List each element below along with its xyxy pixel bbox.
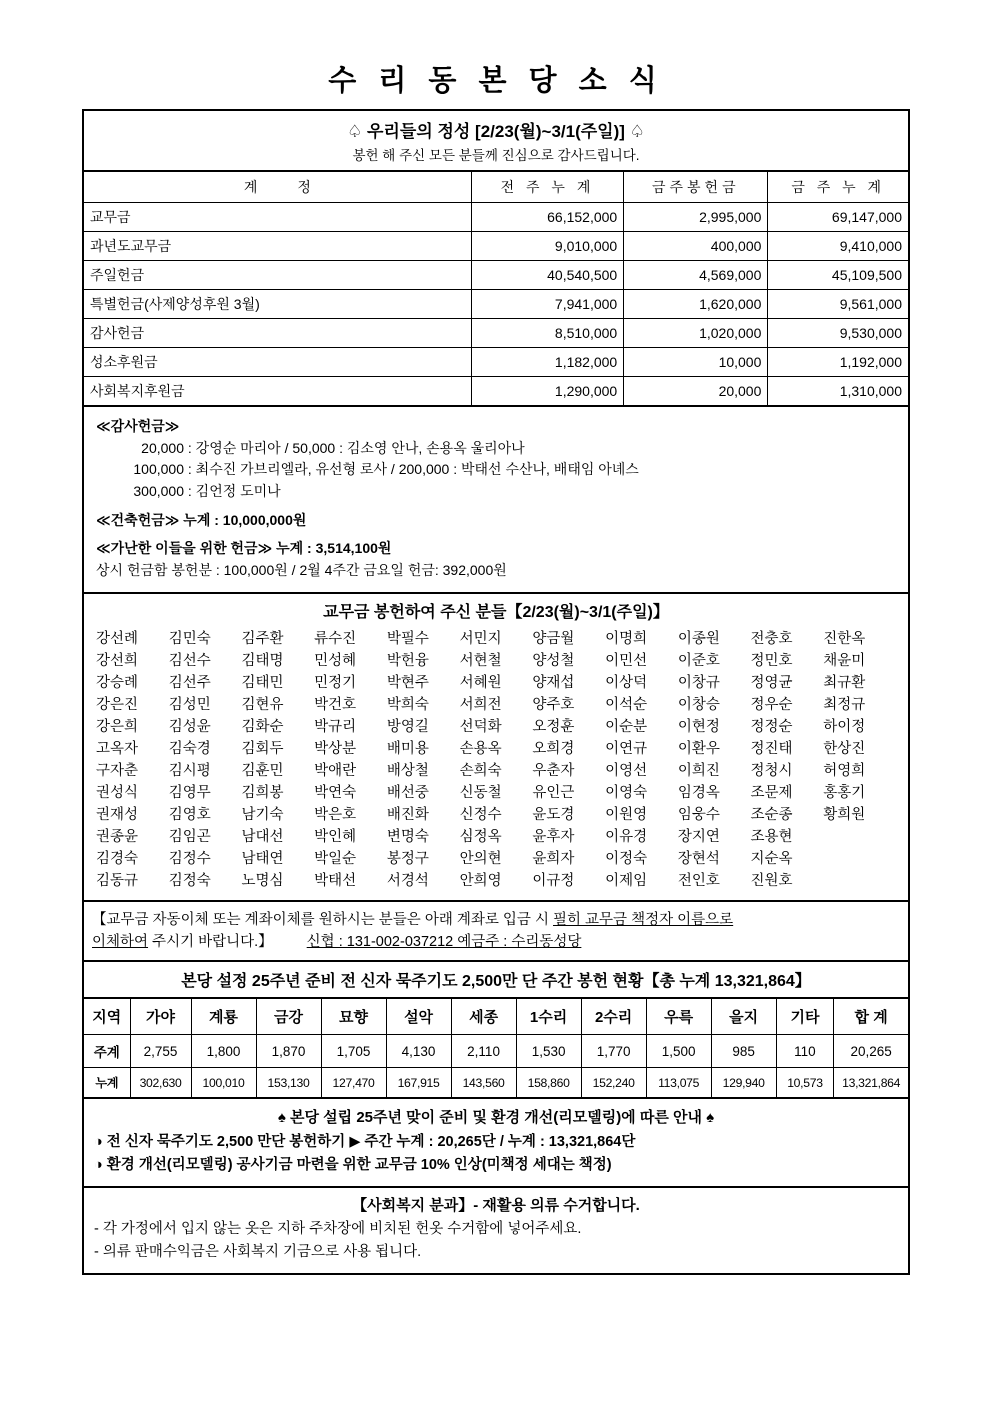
offering-prev-total: 40,540,500 — [471, 261, 623, 290]
list-item: 노명심 — [241, 873, 284, 890]
stats-cell: 가야 — [130, 999, 191, 1035]
table-row — [84, 261, 908, 290]
names-column — [605, 628, 678, 892]
table-row — [84, 319, 908, 348]
bank-notice — [84, 902, 908, 960]
list-item: 김숙경 — [168, 740, 211, 757]
list-item: 홍홍기 — [823, 785, 866, 802]
names-column — [241, 628, 314, 892]
list-item: 박연숙 — [314, 785, 357, 802]
list-item: 강은희 — [96, 718, 139, 735]
thanks-names: 강영순 마리아 / 50,000 : 김소영 안나, 손용옥 울리아나 — [195, 439, 525, 456]
bank-notice-emphasis: 필히 교무금 책정자 이름으로 — [553, 912, 734, 929]
list-item: 김주환 — [241, 630, 284, 647]
offering-total: 9,410,000 — [768, 232, 908, 261]
poor-offering-row — [96, 538, 898, 560]
stats-cell: 302,630 — [130, 1068, 191, 1098]
list-item: 이정숙 — [605, 851, 648, 868]
offering-total: 1,310,000 — [768, 377, 908, 406]
list-item: 박태선 — [314, 873, 357, 890]
stats-cell: 지역 — [84, 999, 130, 1035]
offering-name: 주일헌금 — [84, 261, 471, 290]
offering-prev-total: 7,941,000 — [471, 290, 623, 319]
thanks-detail — [84, 407, 908, 592]
anniversary-notice-section — [82, 1097, 910, 1185]
list-item: 오정훈 — [532, 718, 575, 735]
list-item: 박현주 — [386, 674, 429, 691]
prayer-stats-table-wrap — [84, 999, 908, 1097]
list-item: 김정수 — [168, 851, 211, 868]
list-item: 김희봉 — [241, 785, 284, 802]
building-offering-row — [96, 510, 898, 532]
prayer-stats-title-band — [84, 962, 908, 999]
list-item: 박필수 — [386, 630, 429, 647]
stats-cell: 2수리 — [581, 999, 646, 1035]
offerings-col-header: 금 주 누 계 — [768, 172, 908, 203]
list-item: 박건호 — [314, 696, 357, 713]
thanks-separator: : — [184, 483, 196, 500]
stats-cell: 127,470 — [321, 1068, 386, 1098]
bank-notice-text-a: 【교무금 자동이체 또는 계좌이체를 원하시는 분들은 아래 계좌로 입금 시 — [92, 912, 553, 929]
stats-cell: 주계 — [84, 1035, 130, 1068]
list-item: 정정순 — [750, 718, 793, 735]
list-item: 정진태 — [750, 740, 793, 757]
list-item: 김경숙 — [96, 851, 139, 868]
thanks-line — [96, 438, 898, 460]
list-item: 류수진 — [314, 630, 357, 647]
list-item: 조순종 — [750, 807, 793, 824]
anniversary-notice-item: ◑ 전 신자 묵주기도 2,500 만단 봉헌하기 ▶ 주간 누계 : 20,265단 / 누계 : 13,321,864단 — [94, 1133, 636, 1150]
list-item: 이영선 — [605, 763, 648, 779]
stats-cell: 1,500 — [646, 1035, 711, 1068]
stats-cell: 기타 — [776, 999, 834, 1035]
table-row — [84, 377, 908, 406]
names-column — [823, 628, 896, 892]
list-item: 양재섭 — [532, 674, 575, 691]
stats-cell: 1,770 — [581, 1035, 646, 1068]
list-item: 변명숙 — [386, 829, 429, 846]
names-column — [96, 628, 169, 892]
offerings-heading: ♤ 우리들의 정성 [2/23(월)~3/1(주일)] ♤ — [347, 122, 645, 141]
bank-notice-section — [82, 900, 910, 960]
stats-cell: 1,705 — [321, 1035, 386, 1068]
names-column — [387, 628, 460, 892]
welfare-notice-title: 【사회복지 분과】- 재활용 의류 수거합니다. — [352, 1196, 640, 1214]
list-item: 서현철 — [459, 652, 502, 669]
list-item: 김영무 — [168, 785, 211, 802]
stats-cell: 4,130 — [386, 1035, 451, 1068]
offering-name: 과년도교무금 — [84, 232, 471, 261]
list-item: 장지연 — [677, 829, 720, 846]
list-item: 심정옥 — [459, 829, 502, 846]
list-item: 이종원 — [677, 630, 720, 647]
list-item: 서경석 — [386, 873, 429, 890]
list-item: 고옥자 — [96, 740, 139, 757]
list-item: 강선희 — [96, 652, 139, 669]
stats-cell: 113,075 — [646, 1068, 711, 1098]
list-item: 박은호 — [314, 807, 357, 824]
poor-offering-value: 누계 : 3,514,100원 — [272, 540, 392, 557]
names-column — [314, 628, 387, 892]
stats-cell: 13,321,864 — [834, 1068, 908, 1098]
list-item: 한상진 — [823, 740, 866, 757]
stats-cell: 158,860 — [516, 1068, 581, 1098]
list-item: 양주호 — [532, 696, 575, 713]
prayer-stats-title: 본당 설정 25주년 준비 전 신자 묵주기도 2,500만 단 주간 봉헌 현황【총 누계 13,321,864】 — [181, 973, 811, 991]
building-offering-value: 누계 : 10,000,000원 — [179, 511, 307, 528]
list-item: 이제임 — [605, 873, 648, 890]
list-item: 윤후자 — [532, 829, 575, 846]
offering-total: 1,192,000 — [768, 348, 908, 377]
list-item: 김성윤 — [168, 718, 211, 735]
offering-prev-total: 1,290,000 — [471, 377, 623, 406]
stats-cell: 1수리 — [516, 999, 581, 1035]
list-item: 권종윤 — [96, 829, 139, 846]
offerings-section — [82, 109, 910, 405]
list-item: 조용현 — [750, 829, 793, 846]
list-item: 박상분 — [314, 740, 357, 757]
list-item: 안의현 — [459, 851, 502, 868]
stats-cell: 2,110 — [451, 1035, 516, 1068]
list-item: 정영균 — [750, 674, 793, 691]
bank-notice-text-c: 주시기 바랍니다.】 — [148, 934, 273, 951]
list-item: 선덕화 — [459, 718, 502, 735]
list-item: 조문제 — [750, 785, 793, 802]
list-item: 남태연 — [241, 851, 284, 868]
offering-name: 특별헌금(사제양성후원 3월) — [84, 290, 471, 319]
list-item: 허영희 — [823, 763, 866, 779]
list-item: 서민지 — [459, 630, 502, 647]
offering-week: 4,569,000 — [624, 261, 768, 290]
names-column — [460, 628, 533, 892]
thanks-title: ≪감사헌금≫ — [96, 418, 180, 434]
welfare-notice-section — [82, 1186, 910, 1275]
stats-cell: 1,530 — [516, 1035, 581, 1068]
list-item: 이환우 — [677, 740, 720, 757]
names-band — [84, 594, 908, 900]
table-row — [84, 232, 908, 261]
list-item: 김선수 — [168, 652, 211, 669]
list-item: 양금월 — [532, 630, 575, 647]
anniversary-notice — [84, 1099, 908, 1185]
stats-cell: 을지 — [711, 999, 776, 1035]
list-item: 남대선 — [241, 829, 284, 846]
list-item: 장현석 — [677, 851, 720, 868]
building-offering-label: ≪건축헌금≫ — [96, 511, 180, 528]
list-item: 김선주 — [168, 674, 211, 691]
stats-cell: 10,573 — [776, 1068, 834, 1098]
list-item: 임웅수 — [677, 807, 720, 824]
list-item: 지순옥 — [750, 851, 793, 868]
list-item: 신동철 — [459, 785, 502, 802]
thanks-names: 김언정 도미나 — [195, 483, 281, 500]
thanks-amount: 20,000 — [141, 439, 184, 456]
prayer-stats-section — [82, 960, 910, 1097]
list-item: 이준호 — [677, 652, 720, 669]
stats-cell: 계룡 — [191, 999, 256, 1035]
offering-total: 9,561,000 — [768, 290, 908, 319]
offering-week: 400,000 — [624, 232, 768, 261]
thanks-amount: 300,000 — [133, 483, 184, 500]
list-item: 김태명 — [241, 652, 284, 669]
offering-prev-total: 66,152,000 — [471, 203, 623, 232]
stats-cell: 묘향 — [321, 999, 386, 1035]
offerings-header-row — [84, 172, 908, 203]
list-item: 강승례 — [96, 674, 139, 691]
list-item: 김시평 — [168, 763, 211, 779]
offerings-table — [84, 172, 908, 405]
list-item: 서희전 — [459, 696, 502, 713]
bank-notice-line2 — [92, 931, 900, 953]
offerings-col-header: 계 정 — [84, 172, 471, 203]
list-item: 손희숙 — [459, 763, 502, 779]
thanks-line — [96, 459, 898, 481]
offering-total: 9,530,000 — [768, 319, 908, 348]
list-item: 김민숙 — [168, 630, 211, 647]
list-item: 안희영 — [459, 873, 502, 890]
list-item: 김화순 — [241, 718, 284, 735]
names-column — [678, 628, 751, 892]
stats-cell: 1,800 — [191, 1035, 256, 1068]
offering-prev-total: 8,510,000 — [471, 319, 623, 348]
list-item: 하이정 — [823, 718, 866, 735]
list-item: 김동규 — [96, 873, 139, 890]
names-section — [82, 592, 910, 900]
stats-cell: 세종 — [451, 999, 516, 1035]
offering-prev-total: 9,010,000 — [471, 232, 623, 261]
offering-week: 1,620,000 — [624, 290, 768, 319]
stats-cell: 153,130 — [256, 1068, 321, 1098]
list-item: 서혜원 — [459, 674, 502, 691]
offering-week: 2,995,000 — [624, 203, 768, 232]
list-item: 이민선 — [605, 652, 648, 669]
offering-name: 감사헌금 — [84, 319, 471, 348]
list-item: 박일순 — [314, 851, 357, 868]
offering-name: 성소후원금 — [84, 348, 471, 377]
list-item: 구자춘 — [96, 763, 139, 779]
anniversary-notice-title: ♠ 본당 설립 25주년 맞이 준비 및 환경 개선(리모델링)에 따른 안내 ♠ — [277, 1109, 715, 1127]
list-item: 강선례 — [96, 630, 139, 647]
list-item: 임경옥 — [677, 785, 720, 802]
stats-weekly-row — [84, 1035, 908, 1068]
list-item: 이규정 — [532, 873, 575, 890]
list-item: 이원영 — [605, 807, 648, 824]
list-item: 김회두 — [241, 740, 284, 757]
list-item: 오희경 — [532, 740, 575, 757]
bank-notice-line1 — [92, 909, 900, 931]
stats-cell: 2,755 — [130, 1035, 191, 1068]
list-item: 권성식 — [96, 785, 139, 802]
list-item: 정우순 — [750, 696, 793, 713]
offering-name: 사회복지후원금 — [84, 377, 471, 406]
names-column — [751, 628, 824, 892]
list-item: 정청시 — [750, 763, 793, 779]
list-item: 이창승 — [677, 696, 720, 713]
welfare-notice — [84, 1188, 908, 1273]
offering-prev-total: 1,182,000 — [471, 348, 623, 377]
list-item: 채윤미 — [823, 652, 866, 669]
stats-cell: 금강 — [256, 999, 321, 1035]
stats-cell: 110 — [776, 1035, 834, 1068]
names-column — [532, 628, 605, 892]
offering-total: 45,109,500 — [768, 261, 908, 290]
list-item: 유인근 — [532, 785, 575, 802]
list-item: 윤희자 — [532, 851, 575, 868]
list-item: 전인호 — [677, 873, 720, 890]
offering-name: 교무금 — [84, 203, 471, 232]
list-item: 진한옥 — [823, 630, 866, 647]
list-item: 이순분 — [605, 718, 648, 735]
offerings-col-header: 금주봉헌금 — [624, 172, 768, 203]
stats-cell: 985 — [711, 1035, 776, 1068]
list-item: 박헌융 — [386, 652, 429, 669]
list-item: 전충호 — [750, 630, 793, 647]
stats-cell: 20,265 — [834, 1035, 908, 1068]
list-item: 배선중 — [386, 785, 429, 802]
list-item: 양성철 — [532, 652, 575, 669]
list-item: 김훈민 — [241, 763, 284, 779]
stats-cell: 합 계 — [834, 999, 908, 1035]
stats-cell: 152,240 — [581, 1068, 646, 1098]
list-item: 김임곤 — [168, 829, 211, 846]
list-item: 권재성 — [96, 807, 139, 824]
table-row — [84, 203, 908, 232]
list-item: 박규리 — [314, 718, 357, 735]
offerings-col-header: 전 주 누 계 — [471, 172, 623, 203]
list-item: 배미용 — [386, 740, 429, 757]
list-item: 이석순 — [605, 696, 648, 713]
list-item: 강은진 — [96, 696, 139, 713]
stats-cumulative-row — [84, 1068, 908, 1098]
welfare-notice-item: - 각 가정에서 입지 않는 옷은 지하 주차장에 비치된 헌옷 수거함에 넣어주세요. — [94, 1220, 582, 1237]
list-item: 이명희 — [605, 630, 648, 647]
table-row — [84, 348, 908, 377]
list-item: 이유경 — [605, 829, 648, 846]
list-item: 박인혜 — [314, 829, 357, 846]
list-item: 김정숙 — [168, 873, 211, 890]
list-item: 손용옥 — [459, 740, 502, 757]
names-column — [169, 628, 242, 892]
list-item: 우춘자 — [532, 763, 575, 779]
list-item: 박희숙 — [386, 696, 429, 713]
list-item: 정민호 — [750, 652, 793, 669]
bank-account: 신협 : 131-002-037212 예금주 : 수리동성당 — [306, 934, 582, 951]
offering-total: 69,147,000 — [768, 203, 908, 232]
list-item: 김영호 — [168, 807, 211, 824]
thanks-names: 최수진 가브리엘라, 유선형 로사 / 200,000 : 박태선 수산나, 배태임 아녜스 — [195, 461, 639, 478]
bank-notice-text-b: 이체하여 — [92, 934, 149, 951]
list-item: 이희진 — [677, 763, 720, 779]
offerings-header — [84, 111, 908, 172]
stats-cell: 167,915 — [386, 1068, 451, 1098]
list-item: 윤도경 — [532, 807, 575, 824]
stats-header-row — [84, 999, 908, 1035]
poor-offering-detail: 상시 헌금함 봉헌분 : 100,000원 / 2월 4주간 금요일 헌금: 392,000원 — [96, 562, 507, 579]
list-item: 이현정 — [677, 718, 720, 735]
stats-cell: 우륵 — [646, 999, 711, 1035]
list-item: 최정규 — [823, 696, 866, 713]
thanks-separator: : — [184, 439, 196, 456]
list-item: 남기숙 — [241, 807, 284, 824]
list-item: 민성혜 — [314, 652, 357, 669]
list-item: 배진화 — [386, 807, 429, 824]
table-row — [84, 290, 908, 319]
list-item: 박애란 — [314, 763, 357, 779]
list-item: 김태민 — [241, 674, 284, 691]
list-item: 김성민 — [168, 696, 211, 713]
thanks-line — [96, 481, 898, 503]
list-item: 배상철 — [386, 763, 429, 779]
list-item: 이영숙 — [605, 785, 648, 802]
list-item: 김현유 — [241, 696, 284, 713]
thanks-amount: 100,000 — [133, 461, 184, 478]
thanks-detail-section — [82, 405, 910, 592]
list-item: 민정기 — [314, 674, 357, 691]
stats-cell: 누계 — [84, 1068, 130, 1098]
stats-cell: 100,010 — [191, 1068, 256, 1098]
offering-week: 1,020,000 — [624, 319, 768, 348]
welfare-notice-item: - 의류 판매수익금은 사회복지 기금으로 사용 됩니다. — [94, 1243, 422, 1260]
list-item: 봉정구 — [386, 851, 429, 868]
offering-week: 10,000 — [624, 348, 768, 377]
list-item: 이창규 — [677, 674, 720, 691]
offering-week: 20,000 — [624, 377, 768, 406]
list-item: 이상덕 — [605, 674, 648, 691]
anniversary-notice-item: ◑ 환경 개선(리모델링) 공사기금 마련을 위한 교무금 10% 인상(미책정 세대는 책정) — [94, 1157, 612, 1174]
list-item: 방영길 — [386, 718, 429, 735]
names-title: 교무금 봉헌하여 주신 분들【2/23(월)~3/1(주일)】 — [323, 603, 669, 621]
page-title: 수 리 동 본 당 소 식 — [328, 65, 664, 97]
offerings-table-wrap — [84, 172, 908, 405]
list-item: 이연규 — [605, 740, 648, 757]
list-item: 신정수 — [459, 807, 502, 824]
names-grid — [84, 626, 908, 900]
stats-cell: 143,560 — [451, 1068, 516, 1098]
thanks-separator: : — [184, 461, 196, 478]
poor-offering-label: ≪가난한 이들을 위한 헌금≫ — [96, 540, 273, 557]
stats-cell: 1,870 — [256, 1035, 321, 1068]
offerings-subheading: 봉헌 해 주신 모든 분들께 진심으로 감사드립니다. — [352, 148, 640, 163]
prayer-stats-table — [84, 999, 908, 1097]
list-item: 황희원 — [823, 807, 866, 824]
list-item: 진원호 — [750, 873, 793, 890]
stats-cell: 설악 — [386, 999, 451, 1035]
list-item: 최규환 — [823, 674, 866, 691]
stats-cell: 129,940 — [711, 1068, 776, 1098]
